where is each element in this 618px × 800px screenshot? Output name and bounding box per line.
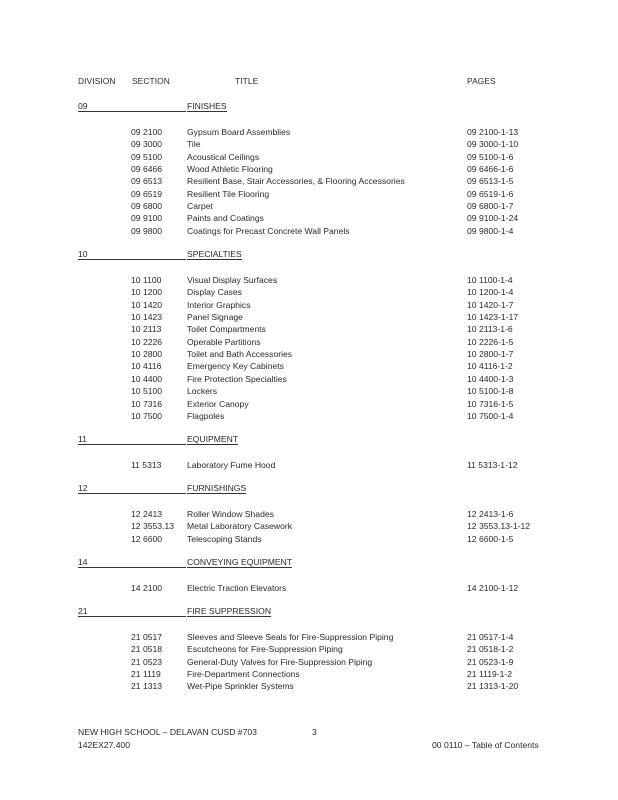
- section-number: 09 5100: [131, 151, 163, 162]
- section-pages: 09 6800-1-7: [467, 201, 514, 212]
- section-pages: 10 1423-1-17: [467, 312, 519, 323]
- section-title: Gypsum Board Assemblies: [187, 127, 291, 137]
- section-pages: 09 6519-1-6: [467, 188, 514, 199]
- division-heading: [78, 557, 618, 569]
- section-row: [0, 163, 618, 175]
- header-title: TITLE: [235, 76, 259, 86]
- section-title: Resilient Base, Stair Accessories, & Flooring Accessories: [187, 176, 405, 187]
- division-number: 21: [78, 606, 186, 617]
- division-heading: [78, 101, 618, 113]
- section-number: 09 9800: [131, 225, 163, 236]
- section-title: Laboratory Fume Hood: [187, 460, 276, 470]
- footer-doc-ref: 00 0110 – Table of Contents: [432, 740, 539, 750]
- section-title: Sleeves and Sleeve Seals for Fire-Suppression Piping: [187, 632, 394, 642]
- section-title: Electric Traction Elevators: [187, 583, 287, 593]
- section-title: General-Duty Valves for Fire-Suppression Piping: [187, 656, 373, 667]
- section-number: 10 1100: [131, 275, 162, 285]
- section-row: [0, 274, 618, 286]
- header-division: DIVISION: [78, 76, 116, 86]
- section-row: [0, 631, 618, 643]
- section-pages: 21 0518-1-2: [467, 644, 514, 655]
- section-pages: 09 3000-1-10: [467, 139, 519, 150]
- section-title: Paints and Coatings: [187, 213, 264, 224]
- section-pages: 10 2226-1-5: [467, 336, 514, 347]
- section-pages: 14 2100-1-12: [467, 583, 519, 593]
- section-pages: 10 1420-1-7: [467, 299, 514, 310]
- section-row: [0, 385, 618, 397]
- header-section: SECTION: [132, 76, 170, 86]
- section-title: Fire-Department Connections: [187, 669, 300, 680]
- section-number: 09 9100: [131, 213, 163, 224]
- section-title: Telescoping Stands: [187, 533, 262, 544]
- section-pages: 10 1200-1-4: [467, 287, 514, 298]
- section-number: 09 6800: [131, 201, 163, 212]
- section-row: [0, 680, 618, 692]
- section-pages: 09 9800-1-4: [467, 225, 514, 236]
- section-pages: 10 5100-1-8: [467, 386, 514, 397]
- section-pages: 10 4400-1-3: [467, 373, 514, 384]
- section-row: [0, 336, 618, 348]
- division-number: 11: [78, 434, 186, 445]
- section-title: Coatings for Precast Concrete Wall Panels: [187, 225, 350, 236]
- section-number: 09 2100: [131, 127, 163, 137]
- section-row: [0, 286, 618, 298]
- section-title: Roller Window Shades: [187, 509, 274, 519]
- section-pages: 10 4116-1-2: [467, 361, 513, 372]
- section-title: Acoustical Ceilings: [187, 151, 260, 162]
- section-number: 10 2226: [131, 336, 163, 347]
- section-title: Fire Protection Specialties: [187, 373, 287, 384]
- section-pages: 12 6600-1-5: [467, 533, 514, 544]
- section-number: 10 4116: [131, 361, 162, 372]
- section-pages: 09 2100-1-13: [467, 127, 519, 137]
- section-pages: 21 1119-1-2: [467, 669, 513, 680]
- section-number: 21 1119: [131, 669, 161, 680]
- section-row: [0, 643, 618, 655]
- section-row: [0, 212, 618, 224]
- section-pages: 10 2800-1-7: [467, 349, 514, 360]
- section-row: [0, 200, 618, 212]
- section-title: Carpet: [187, 201, 213, 212]
- section-title: Metal Laboratory Casework: [187, 521, 293, 532]
- section-row: [0, 311, 618, 323]
- section-pages: 21 0517-1-4: [467, 632, 514, 642]
- section-number: 10 1200: [131, 287, 163, 298]
- section-title: Visual Display Surfaces: [187, 275, 278, 285]
- section-pages: 12 3553.13-1-12: [467, 521, 531, 532]
- section-number: 21 1313: [131, 681, 163, 692]
- section-row: [0, 225, 618, 237]
- footer-project-code: 142EX27.400: [78, 740, 131, 750]
- section-title: Display Cases: [187, 287, 242, 298]
- section-title: Tile: [187, 139, 201, 150]
- section-number: 21 0518: [131, 644, 163, 655]
- section-number: 09 6466: [131, 164, 163, 175]
- section-pages: 21 0523-1-9: [467, 656, 514, 667]
- footer-project: NEW HIGH SCHOOL – DELAVAN CUSD #703: [78, 727, 257, 737]
- section-title: Toilet Compartments: [187, 324, 266, 335]
- division-title: FURNISHINGS: [187, 483, 247, 493]
- section-title: Wood Athletic Flooring: [187, 164, 273, 175]
- section-number: 09 6513: [131, 176, 163, 187]
- section-title: Resilient Tile Flooring: [187, 188, 270, 199]
- section-title: Exterior Canopy: [187, 398, 249, 409]
- division-number: 14: [78, 557, 186, 568]
- division-title: CONVEYING EQUIPMENT: [187, 557, 293, 567]
- section-number: 12 2413: [131, 509, 163, 519]
- division-number: 10: [78, 249, 186, 260]
- division-title: SPECIALTIES: [187, 249, 242, 259]
- section-row: [0, 126, 618, 138]
- section-row: [0, 398, 618, 410]
- section-pages: 10 2113-1-6: [467, 324, 513, 335]
- section-pages: 12 2413-1-6: [467, 509, 514, 519]
- section-number: 11 5313: [131, 460, 162, 470]
- division-number: 12: [78, 483, 186, 494]
- section-row: [0, 373, 618, 385]
- section-number: 09 6519: [131, 188, 163, 199]
- section-row: [0, 360, 618, 372]
- section-row: [0, 582, 618, 594]
- section-pages: 11 5313-1-12: [467, 460, 518, 470]
- division-title: FINISHES: [187, 101, 227, 111]
- header-pages: PAGES: [467, 76, 496, 86]
- section-number: 10 1420: [131, 299, 163, 310]
- section-row: [0, 175, 618, 187]
- division-heading: [78, 483, 618, 495]
- section-title: Flagpoles: [187, 410, 225, 421]
- section-title: Operable Partitions: [187, 336, 261, 347]
- section-row: [0, 656, 618, 668]
- section-row: [0, 151, 618, 163]
- section-pages: 09 5100-1-6: [467, 151, 514, 162]
- section-row: [0, 508, 618, 520]
- division-title: FIRE SUPPRESSION: [187, 606, 272, 616]
- section-row: [0, 138, 618, 150]
- division-heading: [78, 249, 618, 261]
- section-row: [0, 459, 618, 471]
- section-number: 10 7316: [131, 398, 163, 409]
- section-row: [0, 188, 618, 200]
- section-title: Lockers: [187, 386, 218, 397]
- section-pages: 09 6466-1-6: [467, 164, 514, 175]
- section-number: 10 1423: [131, 312, 163, 323]
- section-number: 10 2800: [131, 349, 163, 360]
- section-number: 21 0517: [131, 632, 163, 642]
- section-row: [0, 520, 618, 532]
- section-number: 10 7500: [131, 410, 163, 421]
- section-title: Toilet and Bath Accessories: [187, 349, 293, 360]
- section-title: Emergency Key Cabinets: [187, 361, 284, 372]
- section-title: Interior Graphics: [187, 299, 251, 310]
- section-number: 10 4400: [131, 373, 163, 384]
- section-pages: 09 9100-1-24: [467, 213, 519, 224]
- section-number: 09 3000: [131, 139, 163, 150]
- section-pages: 21 1313-1-20: [467, 681, 519, 692]
- section-row: [0, 348, 618, 360]
- section-pages: 10 1100-1-4: [467, 275, 513, 285]
- section-pages: 10 7316-1-5: [467, 398, 514, 409]
- section-number: 14 2100: [131, 583, 163, 593]
- section-row: [0, 410, 618, 422]
- section-title: Escutcheons for Fire-Suppression Piping: [187, 644, 343, 655]
- section-title: Panel Signage: [187, 312, 243, 323]
- division-title: EQUIPMENT: [187, 434, 239, 444]
- section-title: Wet-Pipe Sprinkler Systems: [187, 681, 294, 692]
- division-heading: [78, 606, 618, 618]
- division-heading: [78, 434, 618, 446]
- section-pages: 09 6513-1-5: [467, 176, 514, 187]
- section-row: [0, 323, 618, 335]
- section-number: 10 2113: [131, 324, 162, 335]
- division-number: 09: [78, 101, 186, 112]
- section-row: [0, 668, 618, 680]
- section-number: 21 0523: [131, 656, 163, 667]
- footer-page-number: 3: [312, 727, 317, 737]
- section-pages: 10 7500-1-4: [467, 410, 514, 421]
- section-number: 10 5100: [131, 386, 163, 397]
- section-row: [0, 299, 618, 311]
- section-number: 12 6600: [131, 533, 163, 544]
- section-row: [0, 533, 618, 545]
- section-number: 12 3553.13: [131, 521, 175, 532]
